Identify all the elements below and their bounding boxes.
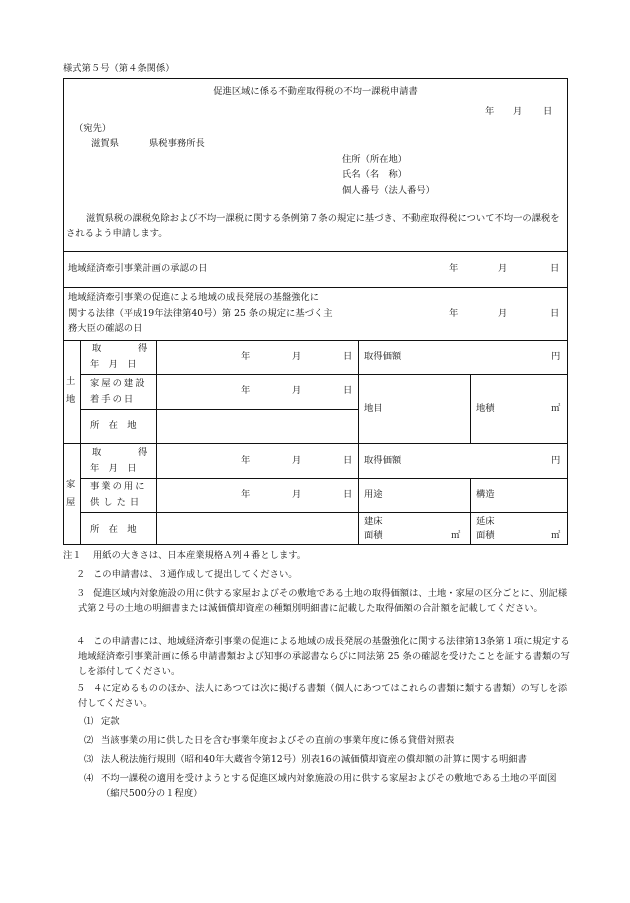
note-5-sub-1-text: 定款 (101, 716, 120, 727)
note-5-sub-3-text: 法人税法施行規則（昭和40年大蔵省令第12号）別表16の減価償却資産の償却額の計算に関する明細書 (101, 754, 527, 765)
note-3-text: 促進区域内対象施設の用に供する家屋およびその敷地である土地の取得価額は、土地・家屋の区分ごとに、別記様式第２号の土地の明細書または減価償却資産の種類別明細書に記載した取得価額の合計額を記載してください。 (78, 588, 568, 614)
column-divider (470, 478, 471, 545)
land-location-label: 所 在 地 (90, 420, 137, 431)
building-use-day: 日 (343, 489, 353, 500)
land-acq-day: 日 (343, 351, 353, 362)
building-use-year: 年 (241, 489, 251, 500)
building-structure-label: 構造 (476, 489, 495, 500)
building-acq-day: 日 (343, 455, 353, 466)
land-group-label-1: 土 (66, 376, 76, 387)
building-acq-price-yen: 円 (551, 455, 561, 466)
building-use-label: 用途 (364, 489, 383, 500)
land-acq-month: 月 (292, 351, 302, 362)
land-construction-label-1: 家屋の建設 (90, 378, 147, 389)
note-5-sub-2-label: ⑵ (84, 735, 94, 746)
building-acq-year: 年 (241, 455, 251, 466)
applicant-address-label: 住所（所在地） (342, 154, 408, 165)
land-acq-date-label-2: 年 月 日 (90, 359, 137, 370)
confirmation-year: 年 (449, 308, 459, 319)
building-location-label: 所 在 地 (90, 524, 137, 535)
plan-approval-year: 年 (449, 263, 459, 274)
confirmation-label-line2: 関する法律（平成19年法律第40号）第 25 条の規定に基づく主 (68, 308, 333, 319)
building-total-area-label-2: 面積 (476, 530, 495, 541)
row-divider (80, 512, 568, 513)
table-right-border (567, 78, 568, 545)
table-top-border (63, 78, 568, 79)
row-divider (63, 443, 568, 444)
land-construction-day: 日 (343, 385, 353, 396)
land-acq-price-label: 取得価額 (364, 351, 402, 362)
form-number: 様式第５号（第４条関係） (63, 63, 175, 74)
building-acq-date-label-2: 年 月 日 (90, 463, 137, 474)
note-5-sub-2-text: 当該事業の用に供した日を含む事業年度およびその直前の事業年度に係る貸借対照表 (101, 735, 455, 746)
confirmation-label-line1: 地域経済牽引事業の促進による地域の成長発展の基盤強化に (68, 292, 320, 303)
row-divider (63, 287, 568, 288)
note-5-sub-4-label: ⑷ (84, 773, 94, 784)
land-category-label: 地目 (364, 403, 383, 414)
note-5-label: ５ (76, 683, 86, 694)
building-group-label-2: 屋 (66, 497, 76, 508)
land-construction-year: 年 (241, 385, 251, 396)
plan-approval-date-label: 地域経済牽引事業計画の承認の日 (68, 263, 208, 274)
building-acq-month: 月 (292, 455, 302, 466)
date-day-label: 日 (543, 106, 553, 117)
note-5-sub-1-label: ⑴ (84, 716, 94, 727)
land-construction-month: 月 (292, 385, 302, 396)
date-year-label: 年 (485, 106, 495, 117)
note-4-text: この申請書には、地域経済牽引事業の促進による地域の成長発展の基盤強化に関する法律第13条第１項に規定する地域経済牽引事業計画に係る申請書類および知事の承認書ならびに同法第 25 条の確認を受けたことを証する書類の写しを添付してください。 (78, 636, 570, 677)
form-title: 促進区域に係る不動産取得税の不均一課税申請書 (213, 86, 418, 97)
column-divider (80, 340, 81, 545)
applicant-id-number-label: 個人番号（法人番号） (342, 185, 435, 196)
land-area-unit: ㎡ (551, 403, 561, 414)
building-use-date-label-2: 供した日 (90, 497, 144, 508)
addressee-label: （宛先） (74, 123, 112, 134)
building-total-area-label-1: 延床 (476, 516, 495, 527)
confirmation-month: 月 (498, 308, 508, 319)
land-area-label: 地積 (476, 403, 495, 414)
land-acq-year: 年 (241, 351, 251, 362)
building-floor-area-label-2: 面積 (364, 530, 383, 541)
building-acq-date-label-1b: 得 (138, 447, 148, 458)
building-use-month: 月 (292, 489, 302, 500)
column-divider (358, 340, 359, 545)
land-acq-price-yen: 円 (551, 351, 561, 362)
note-2-text: この申請書は、３通作成して提出してください。 (93, 569, 298, 580)
building-acq-price-label: 取得価額 (364, 455, 402, 466)
land-construction-label-2: 着手の日 (90, 394, 136, 405)
table-left-border (63, 78, 64, 545)
building-acq-date-label-1a: 取 (92, 447, 102, 458)
building-group-label-1: 家 (66, 479, 76, 490)
column-divider (156, 340, 157, 545)
note-2-label: ２ (76, 569, 86, 580)
confirmation-label-line3: 務大臣の確認の日 (68, 323, 143, 334)
application-statement: 滋賀県税の課税免除および不均一課税に関する条例第７条の規定に基づき、不動産取得税について不均一の課税をされるよう申請します。 (66, 213, 560, 239)
applicant-name-label: 氏名（名 称） (342, 169, 408, 180)
note-3-label: ３ (76, 588, 86, 599)
note-1-text: 用紙の大きさは、日本産業規格Ａ列４番とします。 (93, 550, 307, 561)
note-1-label: 注１ (63, 550, 82, 561)
confirmation-day: 日 (550, 308, 560, 319)
note-5-text: ４に定めるもののほか、法人にあつては次に掲げる書類（個人にあつてはこれらの書類に類する書類）の写しを添付してください。 (78, 683, 568, 709)
row-divider (80, 478, 568, 479)
table-bottom-border (63, 544, 568, 545)
building-use-date-label-1: 事業の用に (90, 481, 147, 492)
note-5-sub-4-text: 不均一課税の適用を受けようとする促進区域内対象施設の用に供する家屋およびその敷地である土地の平面図（縮尺500分の１程度） (101, 773, 557, 799)
row-divider (80, 374, 568, 375)
recipient-office: 県税事務所長 (149, 138, 205, 149)
date-month-label: 月 (513, 106, 523, 117)
row-divider (63, 340, 568, 341)
building-floor-area-unit: ㎡ (451, 530, 461, 541)
note-4-label: ４ (76, 636, 86, 647)
note-5-sub-3-label: ⑶ (84, 754, 94, 765)
plan-approval-day: 日 (550, 263, 560, 274)
row-divider (63, 251, 568, 252)
row-divider (80, 409, 358, 410)
building-total-area-unit: ㎡ (551, 530, 561, 541)
land-group-label-2: 地 (66, 394, 76, 405)
column-divider (470, 374, 471, 443)
land-acq-date-label-1b: 得 (138, 343, 148, 354)
recipient-prefecture: 滋賀県 (91, 138, 119, 149)
land-acq-date-label-1a: 取 (92, 343, 102, 354)
plan-approval-month: 月 (498, 263, 508, 274)
building-floor-area-label-1: 建床 (364, 516, 383, 527)
